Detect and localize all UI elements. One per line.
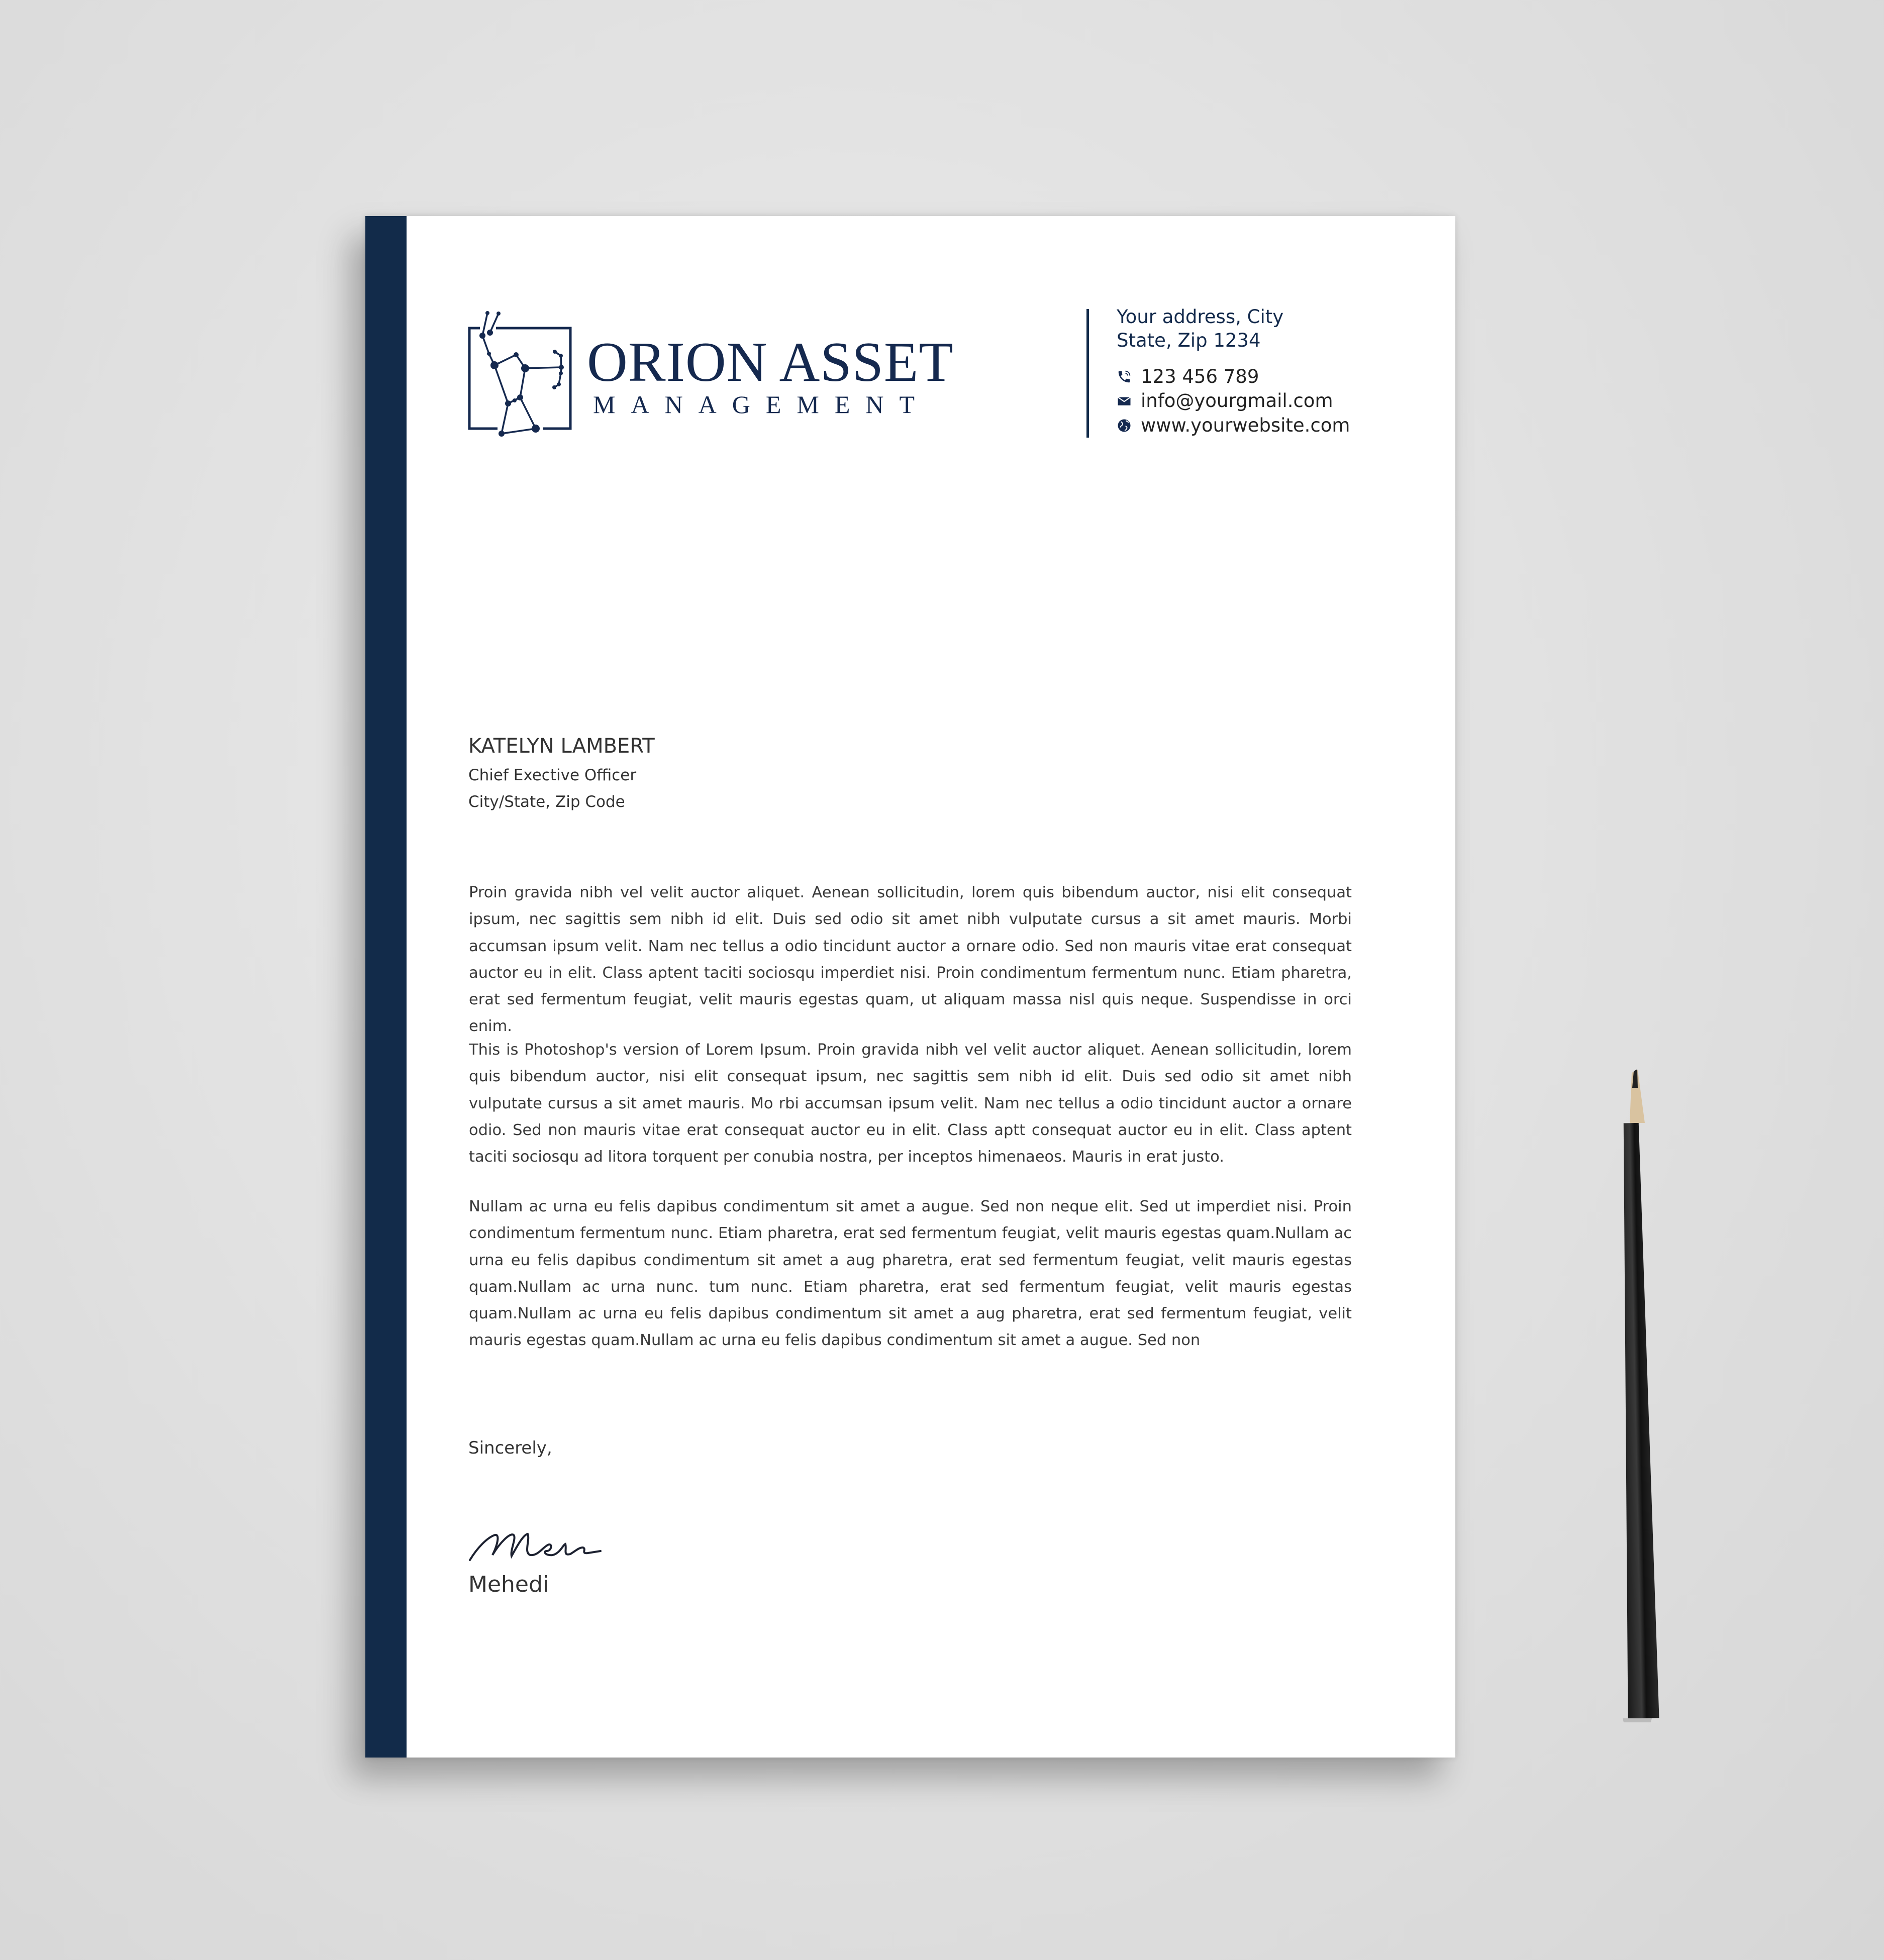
contact-divider: [1086, 309, 1089, 438]
website-row: [1117, 416, 1350, 435]
address-line-2: State, Zip 1234: [1117, 330, 1261, 351]
address-line-1: Your address, City: [1117, 306, 1284, 328]
email-address[interactable]: info@yourgmail.com: [1141, 390, 1333, 411]
envelope-icon: [1117, 393, 1132, 408]
company-name: ORION ASSET: [587, 331, 954, 393]
closing-salutation: Sincerely,: [468, 1438, 552, 1458]
company-subtitle: MANAGEMENT: [593, 390, 931, 419]
body-paragraph-1: Proin gravida nibh vel velit auctor aliquet. Aenean sollicitudin, lorem quis bibendum auctor, nisi elit consequat ipsum, nec sagittis sem nibh id elit. Duis sed odio sit amet nibh vulputate cursus a sit amet mauris. Morbi accumsan ipsum velit. Nam nec tellus a odio tincidunt auctor a ornare odio. Sed non mauris vitae erat consequat auctor eu in elit. Class aptent taciti sociosqu imperdiet nisi. Proin condimentum fermentum nunc. Etiam pharetra, erat sed fermentum feugiat, velit mauris egestas quam, ut aliquam massa nisl quis neque. Suspendisse in orci enim.: [469, 884, 1352, 1036]
body-paragraph-3: Nullam ac urna eu felis dapibus condimentum sit amet a augue. Sed non neque elit. Sed ut imperdiet nisi. Proin condimentum fermentum nunc. Etiam pharetra, erat sed fermentum feugiat, velit mauris egestas quam.Nullam ac urna eu felis dapibus condimentum sit amet a aug pharetra, erat sed fermentum feugiat, velit mauris egestas quam.Nullam ac urna nunc. tum nunc. Etiam pharetra, erat sed fermentum feugiat, velit mauris egestas quam.Nullam ac urna eu felis dapibus condimentum sit amet a aug pharetra, erat sed fermentum feugiat, velit mauris egestas quam.Nullam ac urna eu felis dapibus condimentum sit amet a augue. Sed non: [469, 1198, 1352, 1350]
phone-row: [1117, 367, 1259, 386]
website-url[interactable]: www.yourwebsite.com: [1141, 415, 1350, 436]
body-paragraph-2: This is Photoshop's version of Lorem Ipsum. Proin gravida nibh vel velit auctor aliquet. Aenean sollicitudin, lorem quis bibendum auctor, nisi elit consequat ipsum, nec sagittis sem nibh id elit. Duis sed odio sit amet nibh vulputate cursus a sit amet mauris. Mo rbi accumsan ipsum velit. Nam nec tellus a odio tincidunt auctor a ornare odio. Sed non mauris vitae erat consequat auctor eu in elit. Class aptt consequat auctor eu in elit. Class aptent taciti sociosqu ad litora torquent per conubia nostra, per inceptos himenaeos. Mauris in erat justo.: [469, 1041, 1352, 1166]
orion-constellation-icon: [462, 301, 578, 442]
handwritten-signature: [467, 1520, 608, 1570]
recipient-title: Chief Exective Officer: [468, 766, 637, 784]
pencil-icon: [1616, 1065, 1661, 1723]
globe-icon: [1117, 418, 1132, 433]
signer-name: Mehedi: [468, 1572, 549, 1597]
navy-side-bar: [365, 216, 407, 1758]
email-row: [1117, 391, 1333, 410]
recipient-name: KATELYN LAMBERT: [468, 735, 655, 758]
phone-icon: [1117, 369, 1132, 384]
phone-number: 123 456 789: [1141, 366, 1259, 387]
recipient-location: City/State, Zip Code: [468, 793, 625, 811]
